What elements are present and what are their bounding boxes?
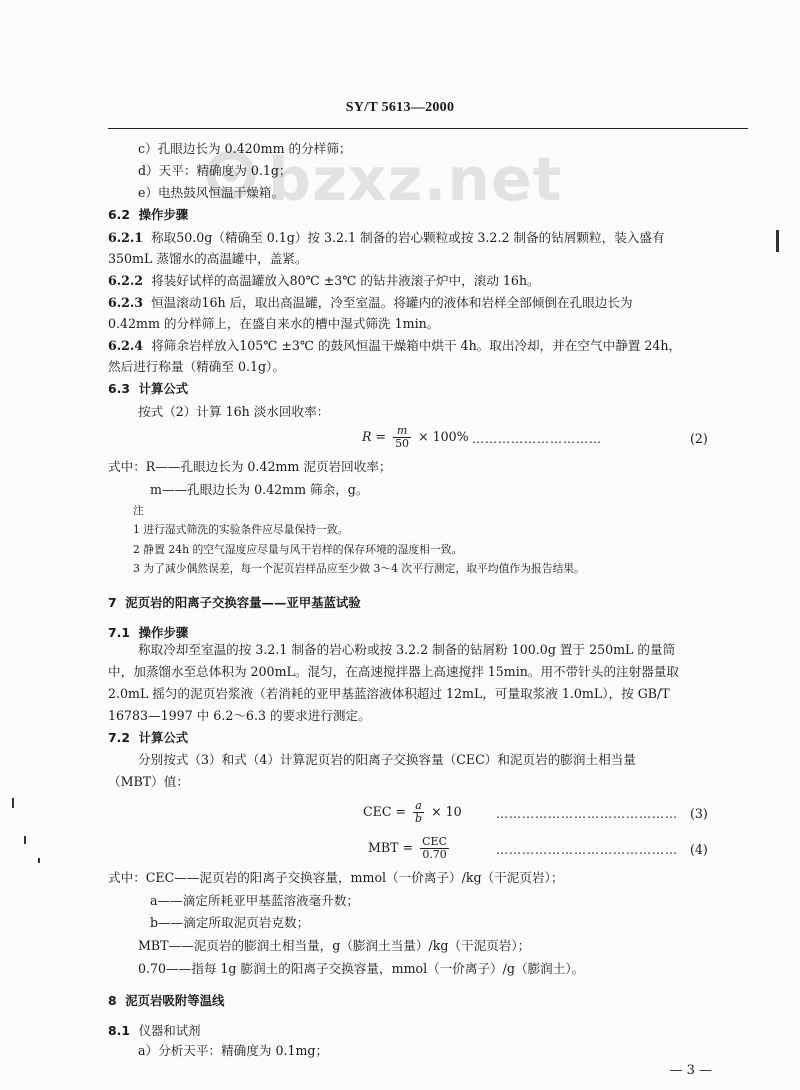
formula-tag-4: (4)	[690, 842, 708, 857]
formula-tag-2: (2)	[690, 431, 708, 446]
formula-fraction	[413, 800, 424, 825]
where-r	[108, 459, 392, 475]
formula-2	[362, 425, 469, 450]
page-number: — 3 —	[669, 1063, 712, 1078]
header-rule	[108, 128, 748, 129]
scan-mark	[12, 798, 14, 808]
note-2: 2 静置 24h 的空气湿度应尽量与风干岩样的保存环境的湿度相一致。	[133, 543, 463, 556]
formula-fraction	[393, 425, 411, 450]
fraction-denominator: 50	[395, 437, 410, 450]
clause-number: 6.2.1	[108, 230, 144, 245]
clause-text: 将筛余岩样放入105℃ ±3℃ 的鼓风恒温干燥箱中烘干 4h。取出冷却，并在空气中静置 24h，	[151, 338, 682, 353]
scan-mark	[24, 836, 26, 844]
section-number: 7.2	[108, 730, 130, 745]
formula-4	[368, 836, 452, 861]
note-3: 3 为了减少偶然误差，每一个泥页岩样品应至少做 3～4 次平行测定，取平均值作为报告结果。	[133, 562, 585, 575]
section-number: 7	[108, 595, 117, 610]
section-title: 仪器和试剂	[138, 1023, 201, 1038]
section-number: 8	[108, 993, 117, 1008]
clause-number: 6.2.2	[108, 273, 144, 288]
formula-lhs: CEC =	[363, 804, 407, 819]
clause-6-2-2	[108, 273, 540, 289]
formula-lhs: R =	[362, 429, 387, 444]
fraction-denominator: 0.70	[420, 848, 449, 861]
where-b: b——滴定所取泥页岩克数；	[150, 915, 310, 930]
clause-text: 将装好试样的高温罐放入80℃ ±3℃ 的钻井液滚子炉中，滚动 16h。	[151, 273, 540, 288]
section-7-1-heading	[108, 625, 188, 641]
section-6-2-heading	[108, 207, 188, 223]
where-prefix: 式中：	[108, 459, 146, 474]
clause-6-2-3-cont: 0.42mm 的分样筛上，在盛自来水的槽中湿式筛洗 1min。	[108, 316, 440, 331]
clause-6-2-3	[108, 295, 633, 311]
where-cec	[108, 870, 563, 886]
clause-number: 6.2.3	[108, 295, 144, 310]
leader-dots: ……………………………………	[496, 807, 678, 821]
section-number: 7.1	[108, 625, 130, 640]
where-text: CEC——泥页岩的阳离子交换容量，mmol（一价离子）/kg（干泥页岩）；	[145, 870, 564, 885]
scan-mark	[38, 858, 40, 863]
formula-2-intro: 按式（2）计算 16h 淡水回收率：	[138, 404, 330, 419]
section-title: 操作步骤	[138, 207, 189, 222]
section-7-heading	[108, 595, 361, 611]
list-item-c: c）孔眼边长为 0.420mm 的分样筛；	[138, 141, 352, 156]
formula-rest: × 10	[431, 804, 462, 819]
scan-mark	[776, 230, 779, 252]
where-m: m——孔眼边长为 0.42mm 筛余，g。	[150, 482, 369, 497]
clause-6-2-4-cont: 然后进行称量（精确至 0.1g）。	[108, 359, 285, 374]
clause-text: 恒温滚动16h 后，取出高温罐，冷至室温。将罐内的液体和岩样全部倾倒在孔眼边长为	[151, 295, 633, 310]
formula-3	[363, 800, 462, 825]
formula-lhs: MBT =	[368, 840, 414, 855]
section-title: 泥页岩吸附等温线	[125, 993, 225, 1008]
paragraph-7-2-line-2: （MBT）值：	[108, 774, 189, 789]
where-constant: 0.70——指每 1g 膨润土的阳离子交换容量，mmol（一价离子）/g（膨润土）。	[138, 961, 585, 976]
list-item-d: d）天平：精确度为 0.1g；	[138, 163, 292, 178]
section-title: 操作步骤	[138, 625, 189, 640]
formula-tag-3: (3)	[690, 806, 708, 821]
where-mbt: MBT——泥页岩的膨润土相当量，g（膨润土当量）/kg（干泥页岩）；	[138, 938, 531, 953]
list-item-e: e）电热鼓风恒温干燥箱。	[138, 185, 284, 200]
clause-6-2-1	[108, 230, 665, 246]
paragraph-7-1-line-2: 中，加蒸馏水至总体积为 200mL。混匀，在高速搅拌器上高速搅拌 15min。用不带针头的注射器量取	[108, 664, 680, 679]
where-prefix: 式中：	[108, 870, 146, 885]
where-a: a——滴定所耗亚甲基蓝溶液毫升数；	[150, 893, 360, 908]
leader-dots: ……………………………………	[496, 843, 678, 857]
formula-fraction	[420, 836, 449, 861]
list-item-a: a）分析天平：精确度为 0.1mg；	[138, 1043, 329, 1058]
fraction-numerator: CEC	[422, 835, 447, 848]
leader-dots: …………………………	[472, 432, 602, 446]
section-8-1-heading	[108, 1023, 201, 1039]
clause-6-2-1-cont: 350mL 蒸馏水的高温罐中，盖紧。	[108, 251, 308, 266]
note-1: 1 进行湿式筛洗的实验条件应尽量保持一致。	[133, 523, 349, 536]
where-text: R——孔眼边长为 0.42mm 泥页岩回收率；	[145, 459, 392, 474]
fraction-numerator: m	[396, 424, 408, 437]
fraction-denominator: b	[415, 812, 423, 825]
section-7-2-heading	[108, 730, 188, 746]
paragraph-7-1-line-4: 16783—1997 中 6.2～6.3 的要求进行测定。	[108, 708, 371, 723]
standard-code-header: SY/T 5613—2000	[345, 100, 455, 115]
note-heading: 注	[133, 504, 144, 517]
paragraph-7-1-line-1: 称取冷却至室温的按 3.2.1 制备的岩心粉或按 3.2.2 制备的钻屑粉 100.0g 置于 250mL 的量筒	[138, 642, 676, 657]
paragraph-7-1-line-3: 2.0mL 摇匀的泥页岩浆液（若消耗的亚甲基蓝溶液体积超过 12mL，可量取浆液 1.0mL），按 GB/T	[108, 686, 670, 701]
section-title: 计算公式	[138, 730, 189, 745]
section-number: 6.2	[108, 207, 130, 222]
section-6-3-heading	[108, 381, 188, 397]
section-number: 8.1	[108, 1023, 130, 1038]
formula-rest: × 100%	[418, 429, 469, 444]
clause-text: 称取50.0g（精确至 0.1g）按 3.2.1 制备的岩心颗粒或按 3.2.2 制备的钻屑颗粒，装入盛有	[151, 230, 665, 245]
clause-number: 6.2.4	[108, 338, 144, 353]
section-number: 6.3	[108, 381, 130, 396]
fraction-numerator: a	[415, 799, 422, 812]
section-title: 泥页岩的阳离子交换容量——亚甲基蓝试验	[125, 595, 361, 610]
paragraph-7-2-line-1: 分别按式（3）和式（4）计算泥页岩的阳离子交换容量（CEC）和泥页岩的膨润土相当量	[138, 752, 636, 767]
section-8-heading	[108, 993, 224, 1009]
site-watermark: bzxz.net	[268, 145, 563, 215]
section-title: 计算公式	[138, 381, 189, 396]
clause-6-2-4	[108, 338, 681, 354]
